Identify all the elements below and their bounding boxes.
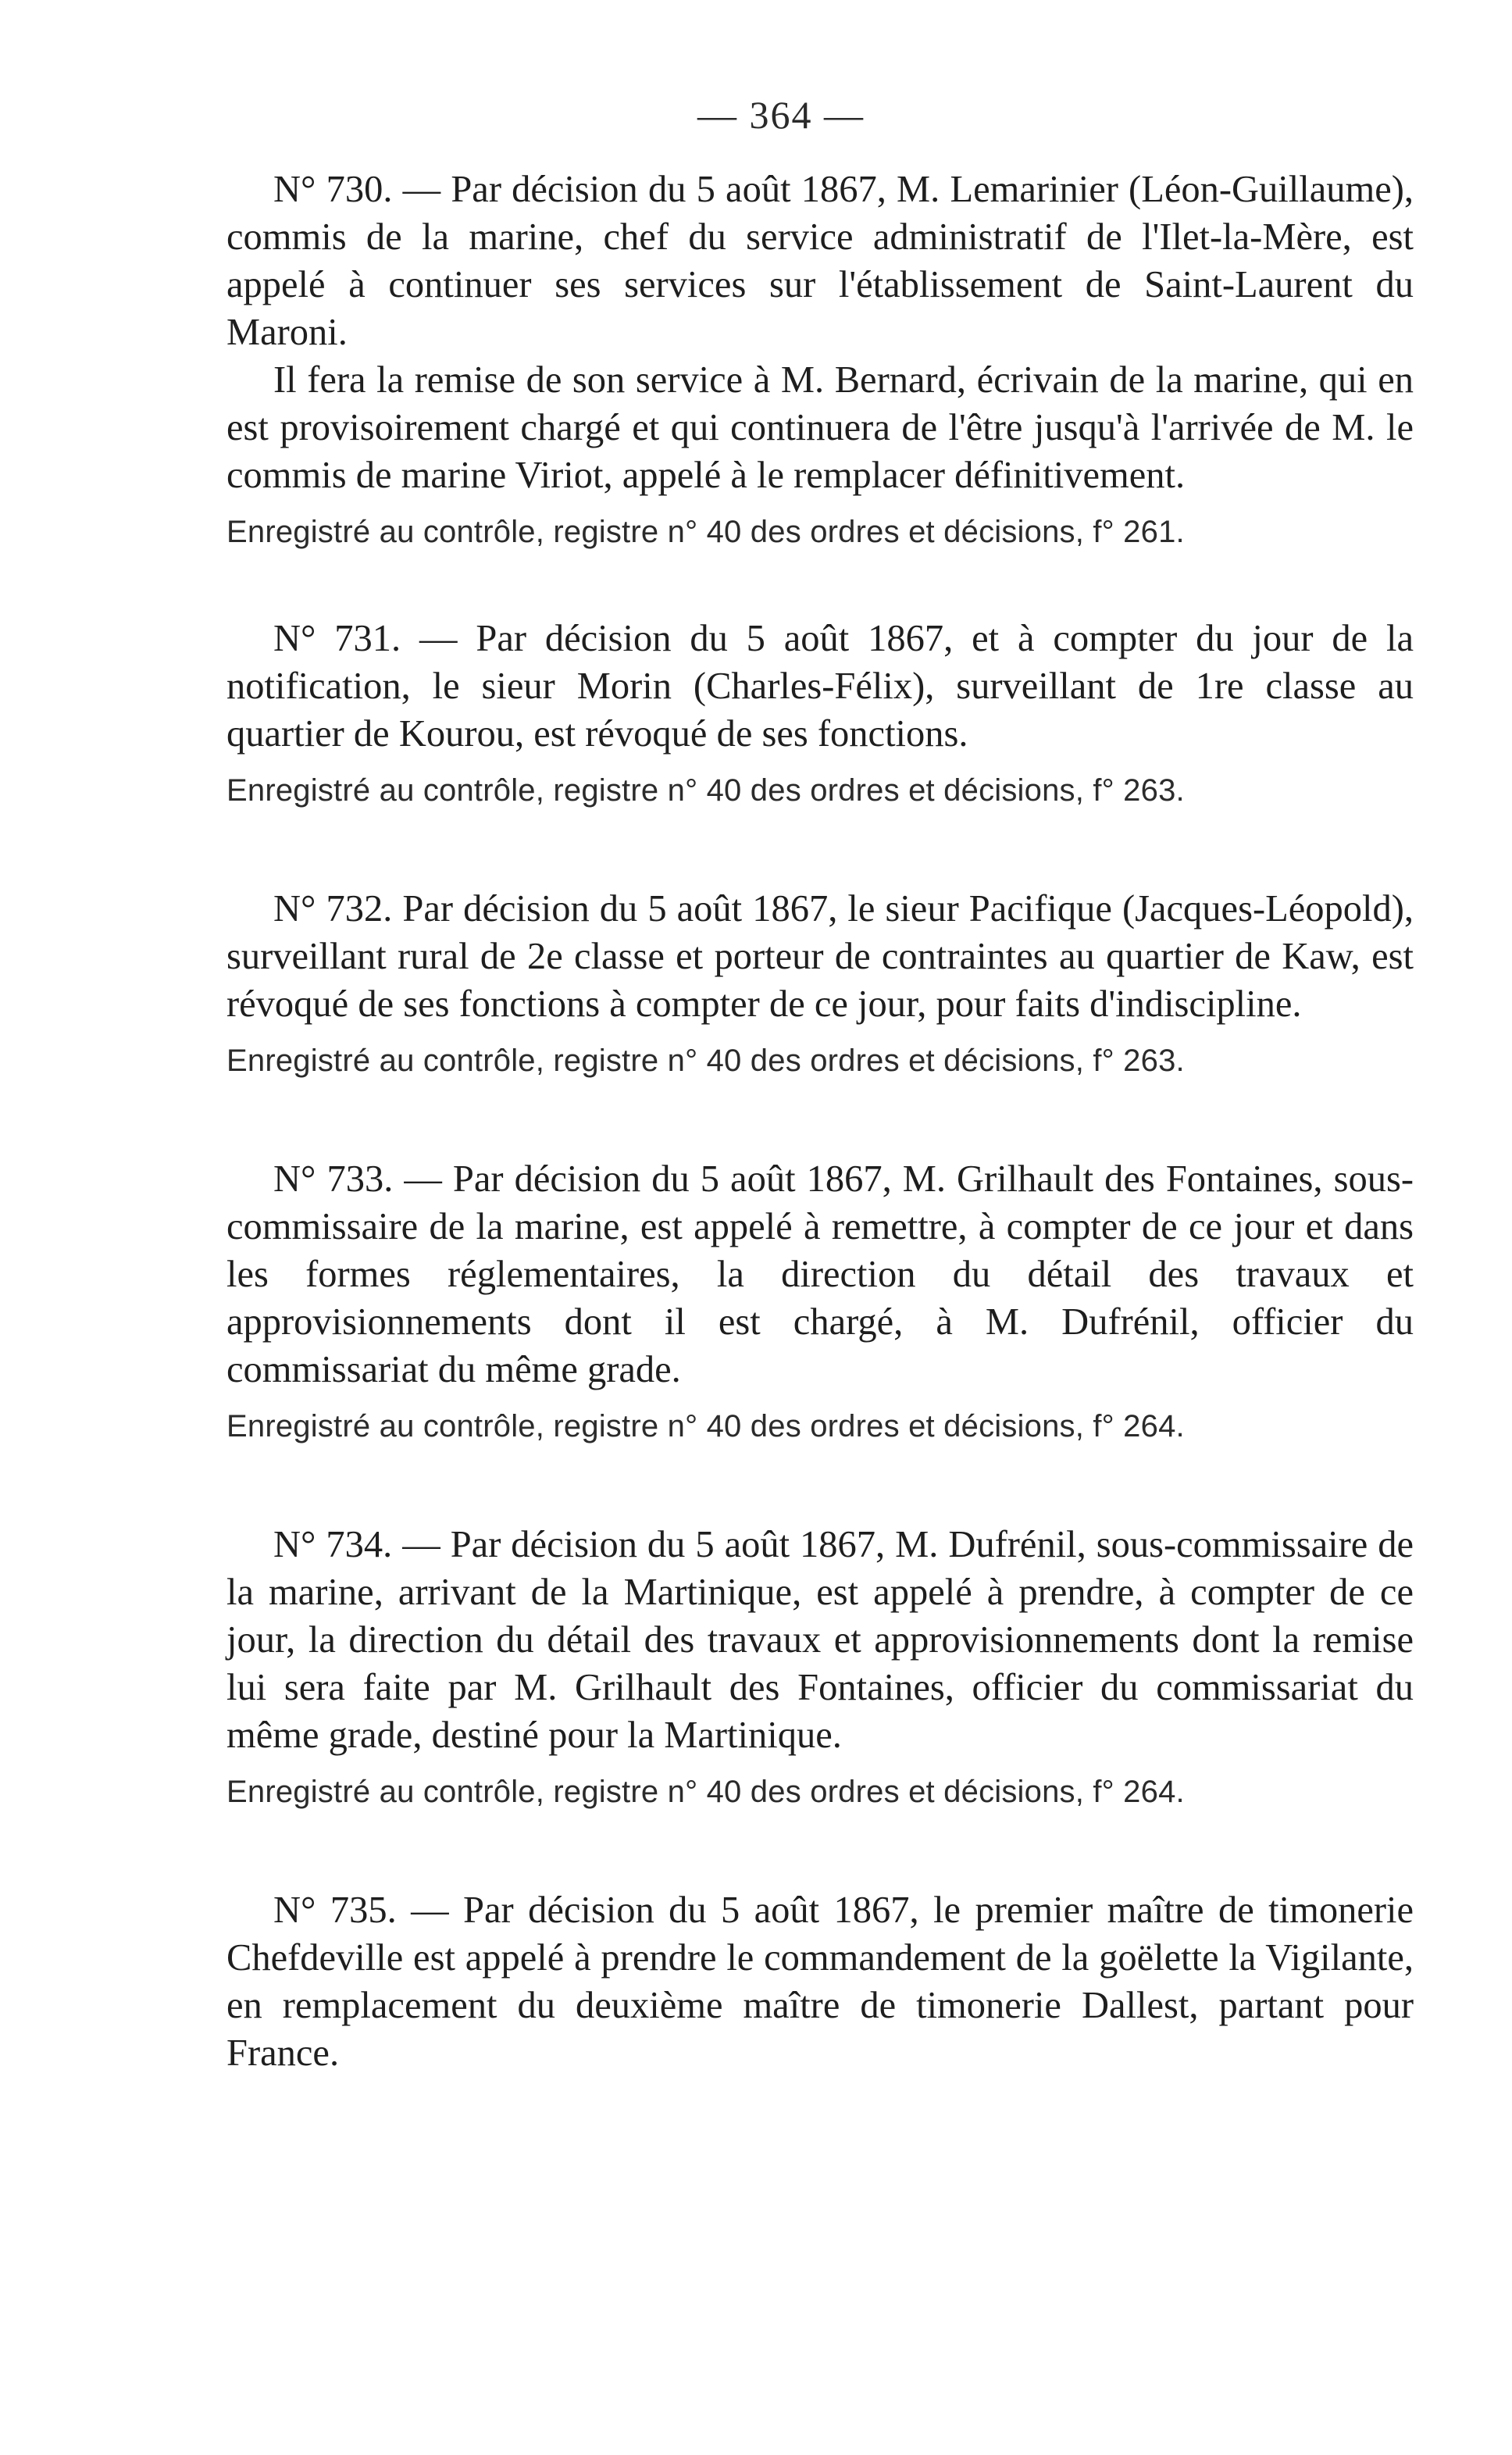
decision-entry-733 (226, 1155, 1414, 1447)
decision-body: — Par décision du 5 août 1867, et à compter du jour de la notification, le sieur Morin (Charles-Félix), surveillant de 1re classe au quartier de Kourou, est révoqué de ses fonctions. (226, 618, 1414, 755)
register-note: Enregistré au contrôle, registre n° 40 des ordres et décisions, f° 264. (226, 1409, 1185, 1443)
decision-number: N° 735. (273, 1889, 397, 1931)
decision-entry-734 (226, 1521, 1414, 1812)
decision-entry-735 (226, 1886, 1414, 2077)
decision-number: N° 730. (273, 169, 393, 210)
decision-entry-732 (226, 885, 1414, 1081)
decision-entry-730 (226, 166, 1414, 552)
decision-body: — Par décision du 5 août 1867, le premier maître de timonerie Chefdeville est appelé à prendre le commandement de la goëlette la Vigilante, en remplacement du deuxième maître de timonerie Dallest, partant pour France. (226, 1889, 1414, 2074)
register-note: Enregistré au contrôle, registre n° 40 des ordres et décisions, f° 263. (226, 1044, 1185, 1078)
decision-entry-731 (226, 615, 1414, 811)
decision-number: N° 731. (273, 618, 401, 659)
decision-body: Par décision du 5 août 1867, le sieur Pacifique (Jacques-Léopold), surveillant rural de 2e classe et porteur de contraintes au quartier de Kaw, est révoqué de ses fonctions à compter de ce jour, pour faits d'indiscipline. (226, 888, 1414, 1025)
decision-number: N° 733. (273, 1158, 394, 1200)
register-note: Enregistré au contrôle, registre n° 40 des ordres et décisions, f° 261. (226, 515, 1185, 549)
page-number: — 364 — (697, 93, 865, 137)
register-note: Enregistré au contrôle, registre n° 40 des ordres et décisions, f° 263. (226, 773, 1185, 808)
decision-number: N° 732. (273, 888, 393, 930)
decision-number: N° 734. (273, 1524, 393, 1565)
decision-body: — Par décision du 5 août 1867, M. Dufrénil, sous-commissaire de la marine, arrivant de la Martinique, est appelé à prendre, à compter de ce jour, la direction du détail des travaux et approvisionnements dont la remise lui sera faite par M. Grilhault des Fontaines, officier du commissariat du même grade, destiné pour la Martinique. (226, 1524, 1414, 1756)
register-note: Enregistré au contrôle, registre n° 40 des ordres et décisions, f° 264. (226, 1775, 1185, 1809)
decision-text-continued: Il fera la remise de son service à M. Bernard, écrivain de la marine, qui en est provisoirement chargé et qui continuera de l'être jusqu'à l'arrivée de M. le commis de marine Viriot, appelé à le remplacer définitivement. (226, 359, 1414, 496)
decision-body: — Par décision du 5 août 1867, M. Lemarinier (Léon-Guillaume), commis de la marine, chef du service administratif de l'Ilet-la-Mère, est appelé à continuer ses services sur l'établissement de Saint-Laurent du Maroni. (226, 169, 1414, 353)
decision-text (226, 885, 1414, 1028)
decision-body: — Par décision du 5 août 1867, M. Grilhault des Fontaines, sous-commissaire de la marine, est appelé à remettre, à compter de ce jour et dans les formes réglementaires, la direction du détail des travaux et approvisionnements dont il est chargé, à M. Dufrénil, officier du commissariat du même grade. (226, 1158, 1414, 1390)
decision-text (226, 1886, 1414, 2077)
decision-text (226, 1521, 1414, 1759)
decisions-list (226, 166, 1414, 2077)
decision-text (226, 615, 1414, 758)
decision-text (226, 1155, 1414, 1393)
decision-text (226, 166, 1414, 356)
